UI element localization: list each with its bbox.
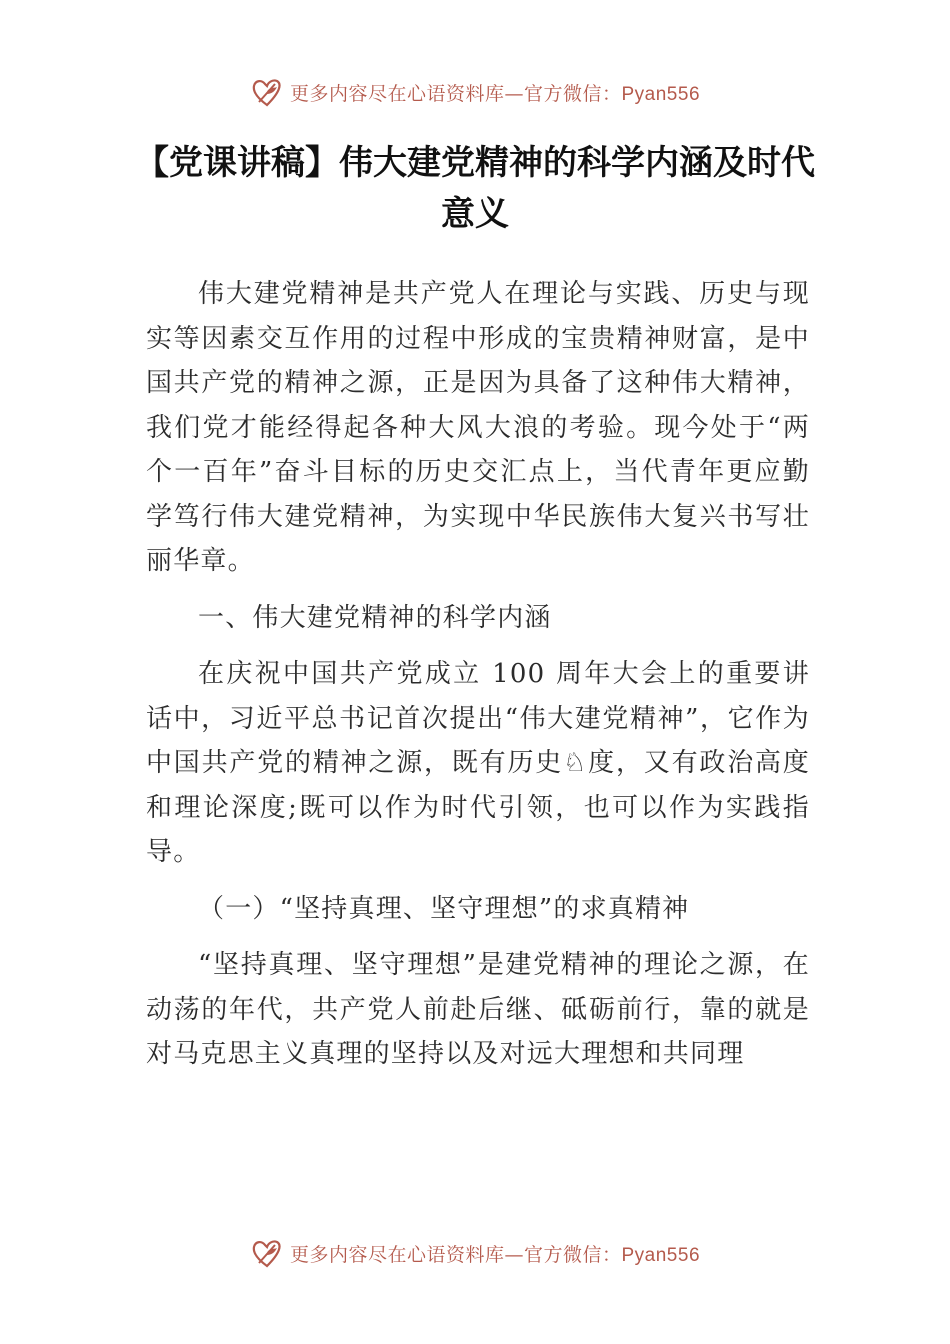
feather-heart-logo-icon xyxy=(250,75,284,109)
subsection-heading: （一）“坚持真理、坚守理想”的求真精神 xyxy=(198,893,690,924)
section-heading: 一、伟大建党精神的科学内涵 xyxy=(198,602,552,633)
document-body xyxy=(146,272,810,1077)
body-paragraph: 伟大建党精神是共产党人在理论与实践、历史与现实等因素交互作用的过程中形成的宝贵精神财富，是中国共产党的精神之源，正是因为具备了这种伟大精神，我们党才能经得起各种大风大浪的考验。现今处于“两个一百年”奋斗目标的历史交汇点上，当代青年更应勤学笃行伟大建党精神，为实现中华民族伟大复兴书写壮丽华章。 xyxy=(146,279,810,576)
feather-heart-logo-icon xyxy=(250,1236,284,1270)
watermark-text: 更多内容尽在心语资料库—官方微信：Pyan556 xyxy=(289,1243,701,1266)
watermark-text: 更多内容尽在心语资料库—官方微信：Pyan556 xyxy=(289,82,701,105)
body-paragraph: 在庆祝中国共产党成立 100 周年大会上的重要讲话中，习近平总书记首次提出“伟大建党精神”，它作为中国共产党的精神之源，既有历史♘度，又有政治高度和理论深度;既可以作为时代引领，也可以作为实践指导。 xyxy=(146,659,810,867)
document-title: 【党课讲稿】伟大建党精神的科学内涵及时代意义 xyxy=(135,143,815,234)
watermark-footer xyxy=(0,1233,950,1273)
body-paragraph: “坚持真理、坚守理想”是建党精神的理论之源，在动荡的年代，共产党人前赴后继、砥砺前行，靠的就是对马克思主义真理的坚持以及对远大理想和共同理 xyxy=(146,950,810,1069)
watermark-header xyxy=(0,72,950,112)
